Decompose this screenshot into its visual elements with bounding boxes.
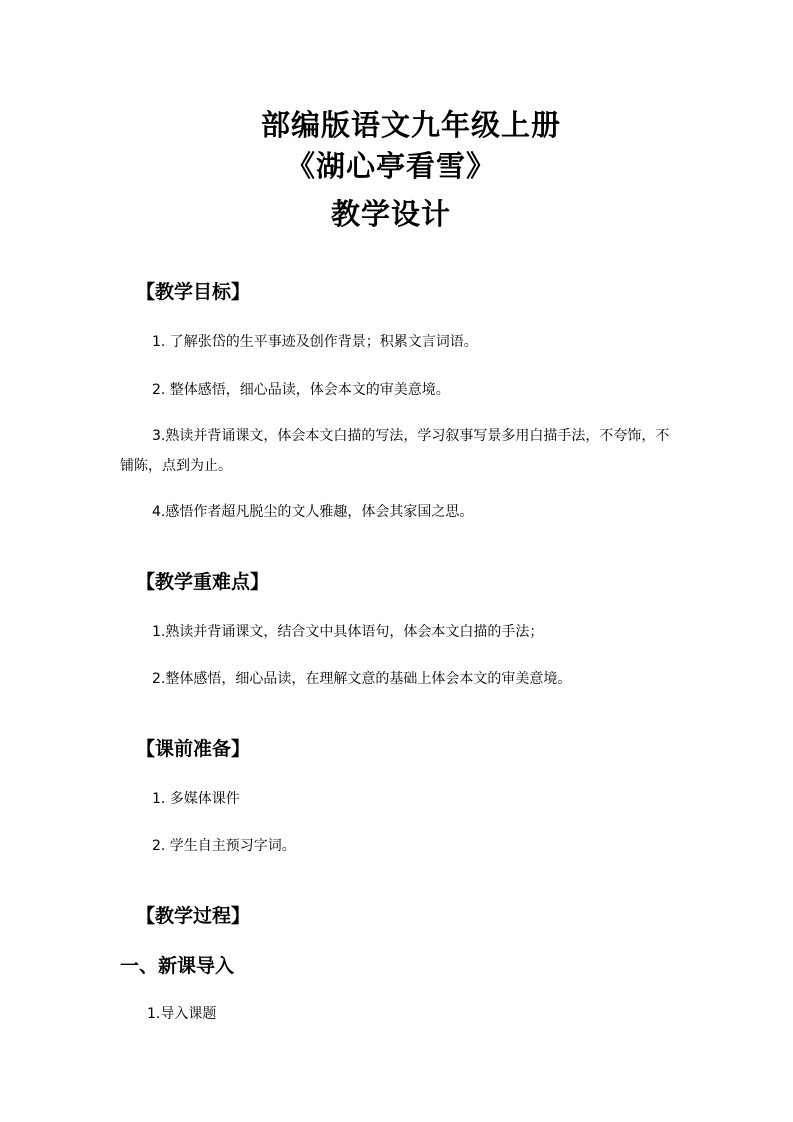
section-heading-objectives: 【教学目标】 (136, 281, 251, 303)
key-point-item-1: 1.熟读并背诵课文，结合文中具体语句，体会本文白描的手法； (152, 624, 544, 640)
preparation-item-1: 1. 多媒体课件 (152, 791, 240, 807)
part-heading-new-lesson-intro: 一、新课导入 (120, 955, 235, 977)
key-point-item-2: 2.整体感悟，细心品读，在理解文意的基础上体会本文的审美意境。 (152, 671, 572, 687)
objective-item-4: 4.感悟作者超凡脱尘的文人雅趣，体会其家国之思。 (152, 504, 474, 520)
objective-item-1: 1. 了解张岱的生平事迹及创作背景；积累文言词语。 (152, 334, 478, 350)
process-item-1: 1.导入课题 (147, 1006, 217, 1022)
preparation-item-2: 2. 学生自主预习字词。 (152, 838, 296, 854)
document-title-line-2: 《湖心亭看雪》 (286, 149, 497, 183)
section-heading-key-points: 【教学重难点】 (136, 571, 270, 593)
document-title-line-1: 部编版语文九年级上册 (261, 108, 562, 142)
document-title-line-3: 教学设计 (331, 197, 452, 231)
section-heading-process: 【教学过程】 (136, 905, 251, 927)
section-heading-preparation: 【课前准备】 (136, 738, 251, 760)
objective-item-3: 3.熟读并背诵课文，体会本文白描的写法，学习叙事写景多用白描手法，不夸饰，不铺陈，点到为止。 (120, 428, 670, 474)
objective-item-2: 2. 整体感悟，细心品读，体会本文的审美意境。 (152, 382, 450, 398)
